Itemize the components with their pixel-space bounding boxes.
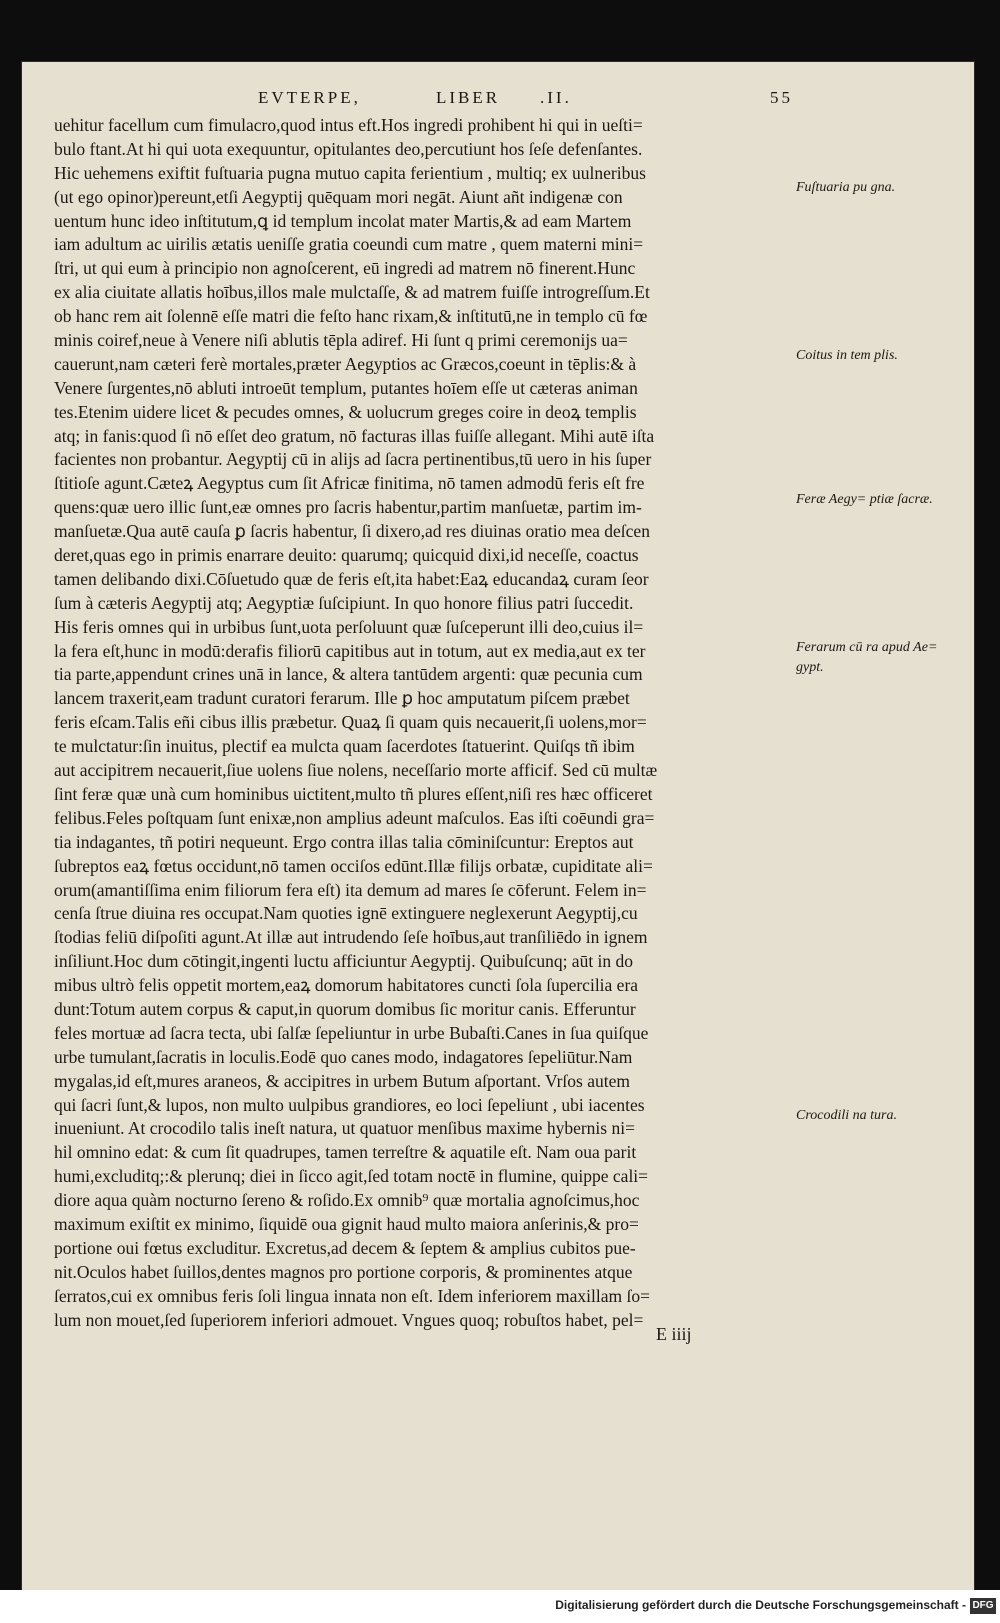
text-line: maximum exiſtit ex minimo, ſiquidē oua gignit haud multo maiora anſerinis,& pro=: [54, 1213, 639, 1234]
text-line: urbe tumulant,ſacratis in loculis.Eodē quo canes modo, indagatores ſepeliūtur.Nam: [54, 1046, 633, 1067]
funding-credit: Digitalisierung gefördert durch die Deutsche Forschungsgemeinschaft -: [555, 1598, 966, 1612]
text-line: quens:quæ uero illic ſunt,eæ omnes pro ſacris habentur,partim manſuetæ, partim im-: [54, 497, 642, 518]
text-line: inueniunt. At crocodilo talis ineſt natura, ut quatuor menſibus maxime hybernis ni=: [54, 1118, 635, 1139]
text-line: tamen delibando dixi.Cōſuetudo quæ de feris eſt,ita habet:Eaꝝ educandaꝝ curam ſeor: [54, 568, 649, 589]
text-line: ſtri, ut qui eum à principio non agnoſcerent, eū ingredi ad matrem nō finerent.Hunc: [54, 258, 636, 279]
text-line: deret,quas ego in primis enarrare deuito: quarumq; quicquid dixi,id neceſſe, coactus: [54, 545, 639, 566]
text-line: qui ſacri ſunt,& lupos, non multo uulpibus grandiores, eo loci ſepeliunt , ubi iacentes: [54, 1094, 645, 1115]
text-line: tes.Etenim uidere licet & pecudes omnes, & uolucrum greges coire in deoꝝ templis: [54, 401, 637, 422]
running-head-book-number: .II.: [540, 88, 572, 107]
text-line: orum(amantiſſima enim filiorum fera eſt) ita demum ad mares ſe cōferunt. Felem in=: [54, 879, 647, 900]
text-line: la fera eſt,hunc in modū:derafis filiorū capitibus aut in totum, aut ex media,aut ex ter: [54, 640, 646, 661]
marginal-note: Ferarum cū ra apud Ae= gypt.: [796, 640, 938, 675]
text-line: te mulctatur:ſin inuitus, plectif ea mulcta quam ſacerdotes ſtatuerint. Quiſqs tñ ibim: [54, 736, 635, 757]
running-head-liber: LIBER: [436, 88, 501, 107]
text-line: tia indagantes, tñ potiri nequeunt. Ergo contra illas talia cōminiſcuntur: Ereptos aut: [54, 831, 634, 852]
marginal-note: Fuſtuaria pu gna.: [796, 180, 896, 195]
text-line: mygalas,id eſt,mures araneos, & accipitres in urbem Butum aſportant. Vrſos autem: [54, 1070, 630, 1091]
text-line: uentum hunc ideo inſtitutum,ꝗ id templum incolat mater Martis,& ad eam Martem: [54, 210, 632, 231]
text-line: His feris omnes qui in urbibus ſunt,uota perſoluunt quæ ſuſceperunt illi deo,cuius il=: [54, 616, 644, 637]
marginal-note: Feræ Aegy= ptiæ ſacræ.: [796, 492, 933, 507]
folio-number: 55: [770, 88, 793, 107]
text-line: Hic uehemens exiftit fuſtuaria pugna mutuo capita ferientium , multiq; ex uulneribus: [54, 162, 646, 183]
marginal-note: Coitus in tem plis.: [796, 348, 898, 363]
text-line: atq; in fanis:quod ſi nō eſſet deo gratum, nō facturas illas fuiſſe allegant. Mihi autē iſta: [54, 425, 655, 446]
text-line: feris eſcam.Talis eñi cibus illis præbetur. Quaꝝ ſi quam quis necauerit,ſi uolens,mor=: [54, 712, 647, 733]
text-line: lum non mouet,ſed ſuperiorem inferiori admouet. Vngues quoq; robuſtos habet, pel=: [54, 1309, 644, 1330]
text-line: ſubreptos eaꝝ fœtus occidunt,nō tamen occiſos edūnt.Illæ filijs orbatæ, cupiditate ali=: [54, 855, 653, 876]
text-line: lancem traxerit,eam tradunt curatori ferarum. Ille ꝑ hoc amputatum piſcem præbet: [54, 688, 630, 709]
book-page: [22, 62, 974, 1590]
text-line: ſum à cæteris Aegyptij atq; Aegyptiæ ſuſcipiunt. In quo honore filius patri ſuccedit.: [54, 592, 634, 613]
text-line: ſtodias feliū diſpoſiti agunt.At illæ aut intrudendo ſeſe hoībus,aut tranſiliēdo in ignem: [54, 927, 648, 948]
text-line: mibus ultrò felis oppetit mortem,eaꝝ domorum habitatores cuncti ſola ſupercilia era: [54, 975, 639, 996]
text-line: iam adultum ac uirilis ætatis ueniſſe gratia coeundi cum matre , quem materni mini=: [54, 234, 644, 255]
text-line: (ut ego opinor)pereunt,etſi Aegyptij quēquam mori negāt. Aiunt añt indigenæ con: [54, 186, 623, 207]
text-line: humi,excluditq;:& plerunq; diei in ſicco agit,ſed totam noctē in flumine, quippe cali=: [54, 1166, 649, 1187]
footer-bar: [0, 1590, 1000, 1623]
text-line: ex alia ciuitate allatis hoībus,illos male mulctaſſe, & ad matrem fuiſſe introgreſſum.Et: [54, 282, 650, 303]
text-line: tia parte,appendunt crines unā in lance, & altera tantūdem argenti: quæ pecunia cum: [54, 664, 643, 685]
text-line: inſiliunt.Hoc dum cōtingit,ingenti luctu afficiuntur Aegyptij. Quibuſcunq; aūt in do: [54, 951, 634, 972]
text-line: bulo ftant.At hi qui uota exequuntur, opitulantes deo,percutiunt hos ſeſe defenſantes.: [54, 138, 643, 159]
marginal-note: Crocodili na tura.: [796, 1108, 897, 1123]
text-line: aut accipitrem necauerit,ſiue uolens ſiue nolens, neceſſario morte afficif. Sed cū multæ: [54, 760, 658, 781]
text-line: facientes non probantur. Aegyptij cū in alijs ad ſacra pertinentibus,tū uero in his ſuper: [54, 449, 652, 470]
text-line: dunt:Totum autem corpus & caput,in quorum domibus ſic moritur canis. Efferuntur: [54, 998, 636, 1019]
running-head-title: EVTERPE,: [258, 88, 361, 107]
text-line: manſuetæ.Qua autē cauſa ꝑ ſacris habentur, ſi dixero,ad res diuinas oratio mea deſcen: [54, 521, 650, 542]
text-line: uehitur facellum cum fimulacro,quod intus eft.Hos ingredi prohibent hi qui in ueſti=: [54, 115, 643, 135]
text-line: cenſa ſtrue diuina res occupat.Nam quoties ignē extinguere neglexerunt Aegyptij,cu: [54, 903, 638, 924]
text-line: cauerunt,nam cæteri ferè mortales,præter Aegyptios ac Græcos,coeunt in tēplis:& à: [54, 353, 637, 374]
text-line: Venere ſurgentes,nō abluti introeūt templum, putantes hoīem eſſe ut cæteras animan: [54, 377, 638, 398]
text-line: ſerratos,cui ex omnibus feris ſoli lingua innata non eſt. Idem inferiorem maxillam ſo=: [54, 1285, 650, 1306]
text-line: ob hanc rem ait ſolennē eſſe matri die feſto hanc rixam,& inſtitutū,ne in templo cū fœ: [54, 306, 648, 327]
running-head: [22, 88, 974, 114]
text-line: nit.Oculos habet ſuillos,dentes magnos pro portione corporis, & prominentes atque: [54, 1261, 633, 1282]
text-line: hil omnino edat: & cum ſit quadrupes, tamen terreſtre & aquatile eſt. Nam oua parit: [54, 1142, 637, 1163]
text-line: ſint feræ quæ unà cum hominibus uictitent,multo tñ plures eſſent,niſi res hæc officeret: [54, 783, 653, 804]
dfg-logo-icon: DFG: [970, 1598, 996, 1614]
body-text: [54, 114, 792, 1332]
text-line: ſtitioſe agunt.Cæteꝝ Aegyptus cum ſit Africæ finitima, nō tamen admodū feris eſt fre: [54, 473, 645, 494]
text-line: diore aqua quàm nocturno ſereno & roſido.Ex omnib⁹ quæ mortalia agnoſcimus,hoc: [54, 1190, 640, 1211]
text-line: minis coiref,neue à Venere niſi ablutis tēpla adiref. Hi ſunt q primi ceremonijs ua=: [54, 330, 628, 351]
text-line: felibus.Feles poſtquam ſunt enixæ,non amplius adeunt maſculos. Eas iſti coēundi gra=: [54, 807, 655, 828]
signature-mark: E iiij: [656, 1324, 692, 1344]
text-line: feles mortuæ ad ſacra tecta, ubi ſalſæ ſepeliuntur in urbe Bubaſti.Canes in ſua quiſque: [54, 1022, 649, 1043]
text-line: portione oui fœtus excluditur. Excretus,ad decem & ſeptem & amplius cubitos pue-: [54, 1237, 636, 1258]
